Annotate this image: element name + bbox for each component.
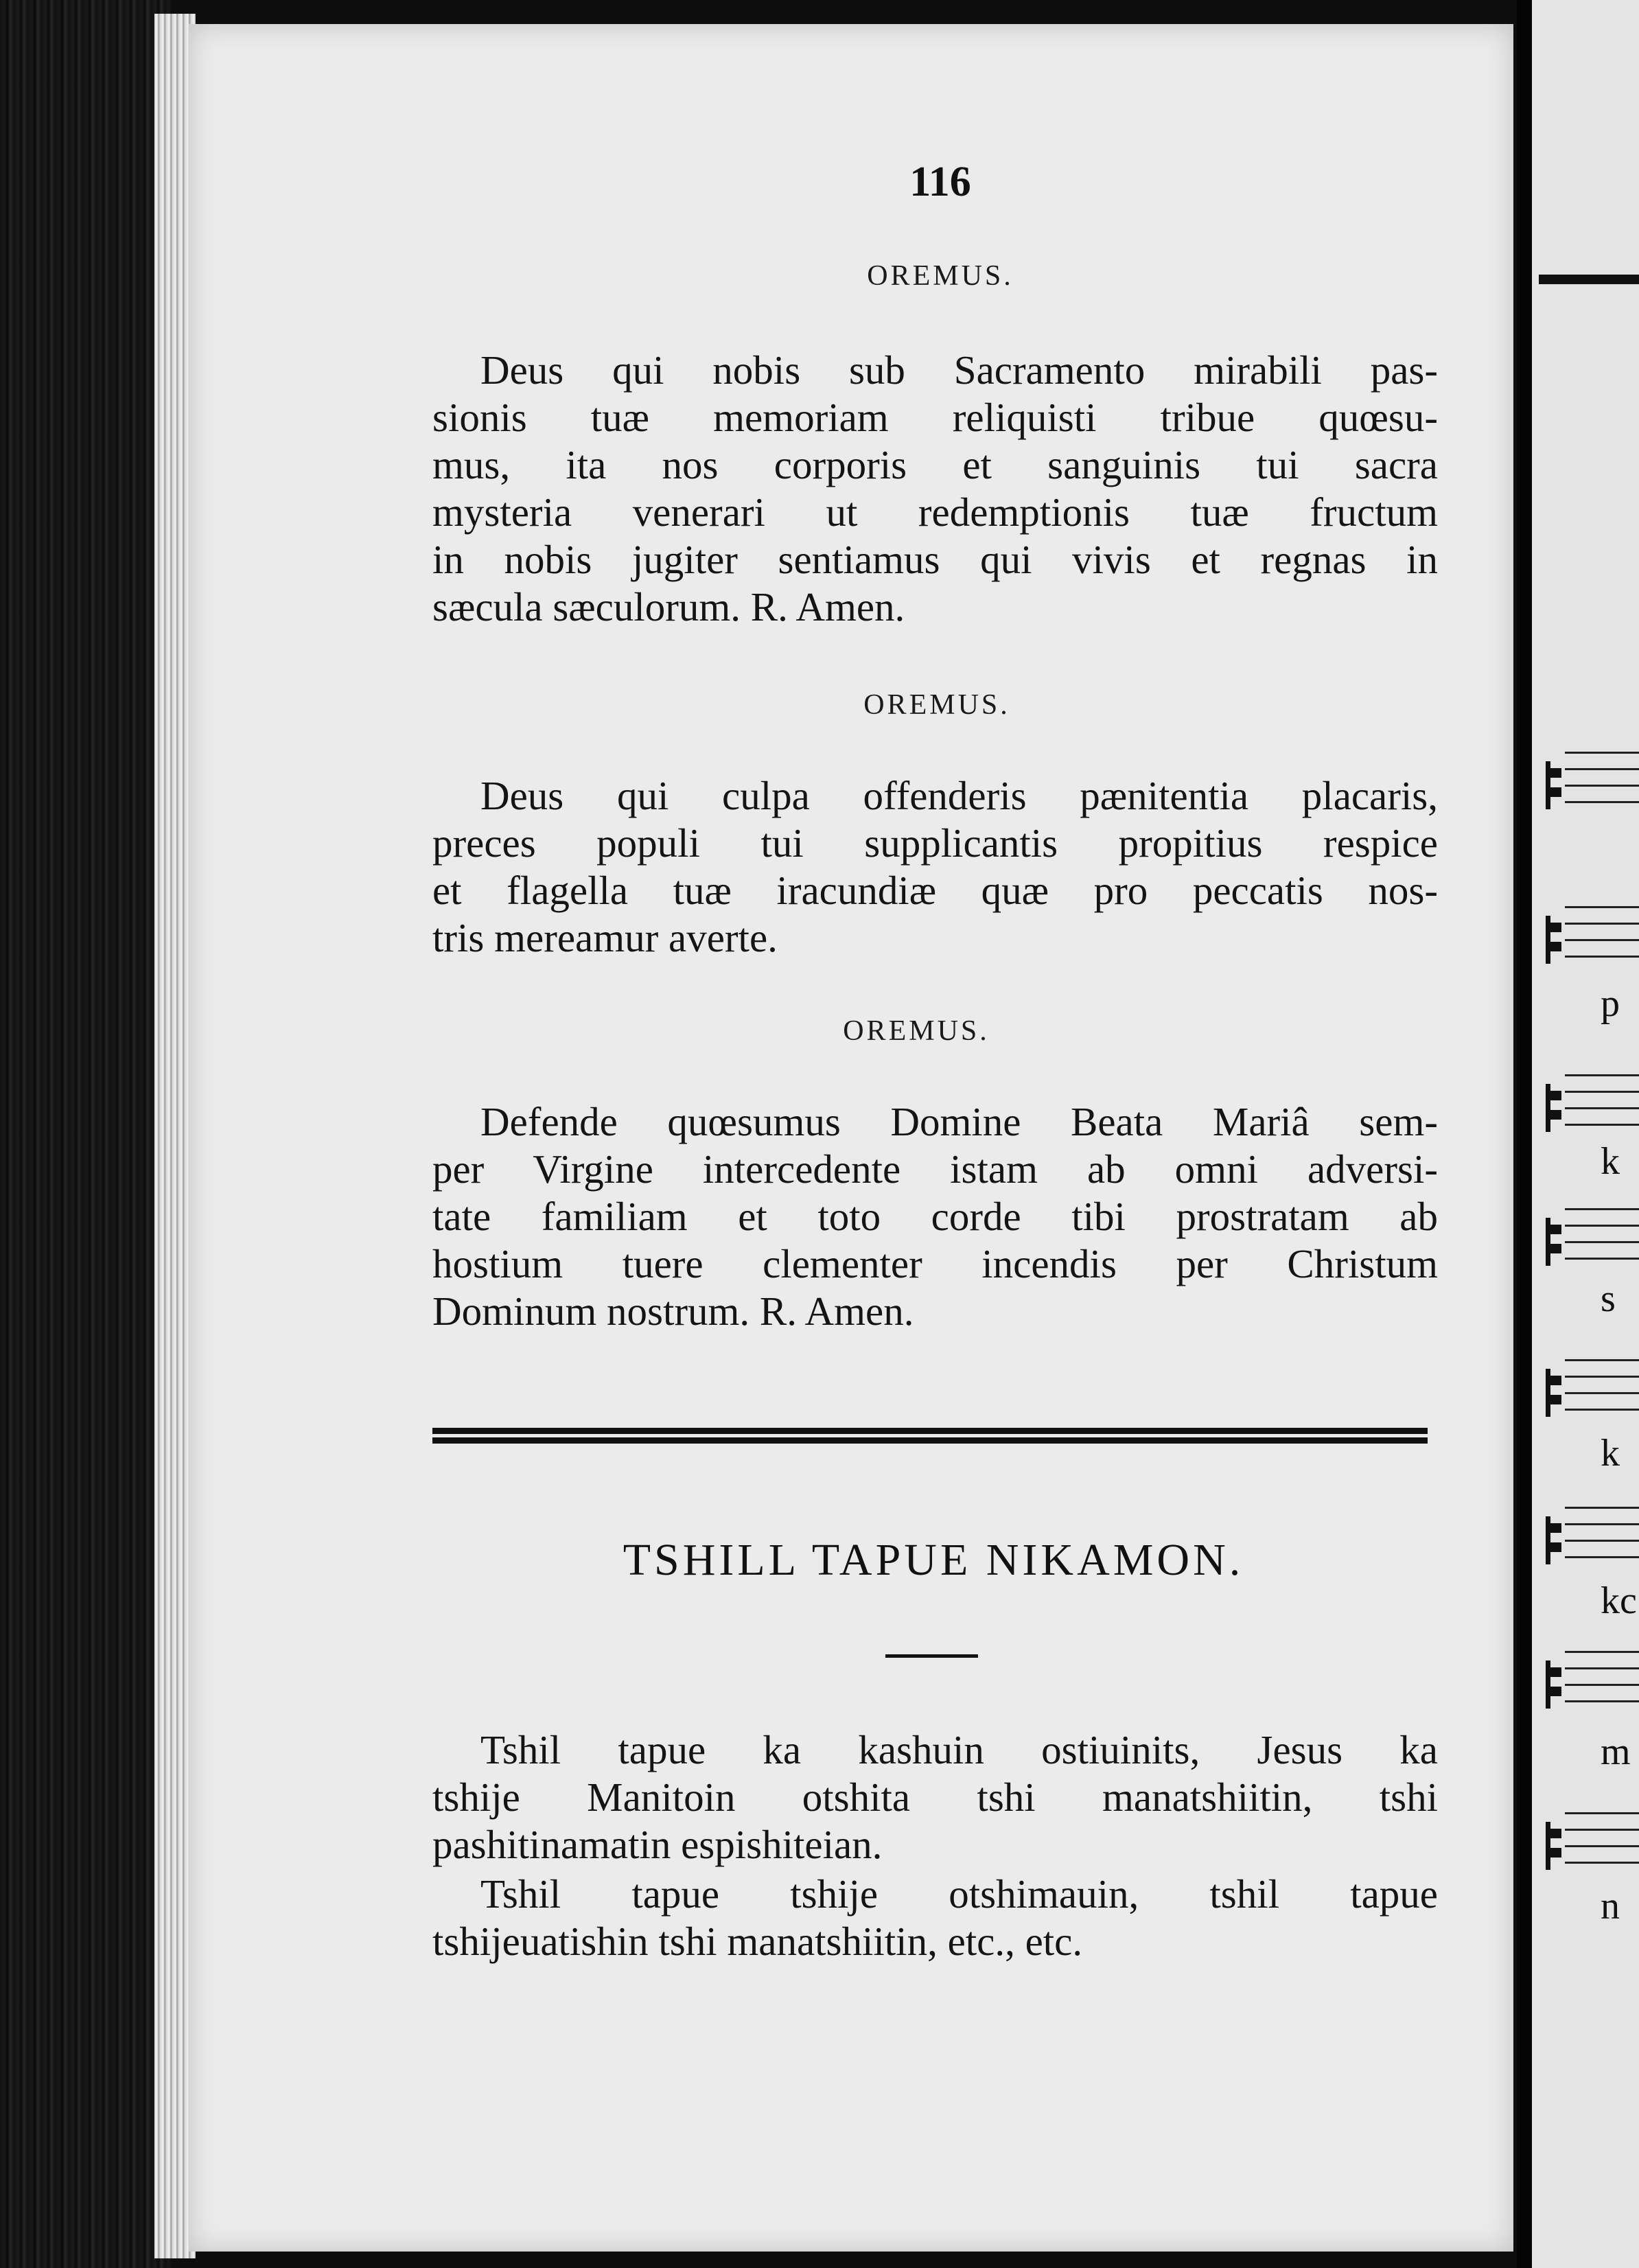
music-staff [1565,906,1639,988]
text-line: per Virgine intercedente istam ab omni adversi- [432,1146,1438,1192]
facing-letter: s [1601,1277,1616,1320]
text-line: Deus qui culpa offenderis pænitentia placaris, [480,773,1438,818]
hymn-paragraph [432,1871,1438,1965]
music-staff [1565,1507,1639,1589]
text-line: Tshil tapue ka kashuin ostiuinits, Jesus ka [480,1727,1438,1772]
chant-clef-icon [1546,1218,1571,1266]
text-line: Defende quœsumus Domine Beata Mariâ sem- [480,1099,1438,1144]
chant-clef-icon [1546,1084,1571,1132]
chant-clef-icon [1546,1516,1571,1564]
text-line: mysteria venerari ut redemptionis tuæ fructum [432,489,1438,535]
text-line: tris mereamur averte. [432,915,778,960]
title-underline-rule [885,1654,978,1658]
chant-clef-icon [1546,916,1571,964]
section-heading: OREMUS. [863,689,1010,721]
facing-page-rule [1539,275,1639,284]
music-staff [1565,752,1639,834]
chant-clef-icon [1546,1822,1571,1870]
text-line: preces populi tui supplicantis propitius respice [432,820,1438,866]
section-heading: OREMUS. [867,260,1014,292]
prayer-paragraph [432,1098,1438,1335]
music-staff [1565,1651,1639,1733]
prayer-paragraph [432,772,1438,962]
double-rule-divider [432,1428,1428,1446]
text-line: Deus qui nobis sub Sacramento mirabili pas- [480,347,1438,393]
text-line: Dominum nostrum. R. Amen. [432,1288,914,1334]
prayer-paragraph [432,347,1438,631]
facing-letter: p [1601,982,1620,1025]
facing-letter: k [1601,1140,1620,1183]
section-heading: OREMUS. [843,1015,990,1047]
book-spine-edge [0,0,172,2268]
facing-letter: kc [1601,1579,1637,1622]
facing-letter: n [1601,1885,1620,1928]
facing-letter: m [1601,1731,1631,1773]
hymn-paragraph [432,1726,1438,1868]
text-line: mus, ita nos corporis et sanguinis tui sacra [432,442,1438,487]
facing-letter: k [1601,1432,1620,1474]
text-line: in nobis jugiter sentiamus qui vivis et regnas in [432,537,1438,582]
hymn-title: TSHILL TAPUE NIKAMON. [623,1535,1244,1585]
text-line: sæcula sæculorum. R. Amen. [432,584,905,629]
chant-clef-icon [1546,761,1571,809]
book-gutter [1517,0,1532,2268]
text-line: tshijeuatishin tshi manatshiitin, etc., etc. [432,1919,1083,1964]
text-line: Tshil tapue tshije otshimauin, tshil tapue [480,1871,1438,1917]
text-line: sionis tuæ memoriam reliquisti tribue quœsu- [432,395,1438,440]
music-staff [1565,1812,1639,1895]
text-line: et flagella tuæ iracundiæ quæ pro peccatis nos- [432,868,1438,913]
music-staff [1565,1359,1639,1442]
facing-page [1532,0,1639,2268]
text-line: pashitinamatin espishiteian. [432,1822,883,1867]
text-line: tate familiam et toto corde tibi prostratam ab [432,1194,1438,1239]
text-line: hostium tuere clementer incendis per Christum [432,1241,1438,1286]
page-number: 116 [909,159,971,205]
chant-clef-icon [1546,1369,1571,1417]
text-line: tshije Manitoin otshita tshi manatshiitin, tshi [432,1774,1438,1820]
chant-clef-icon [1546,1660,1571,1709]
